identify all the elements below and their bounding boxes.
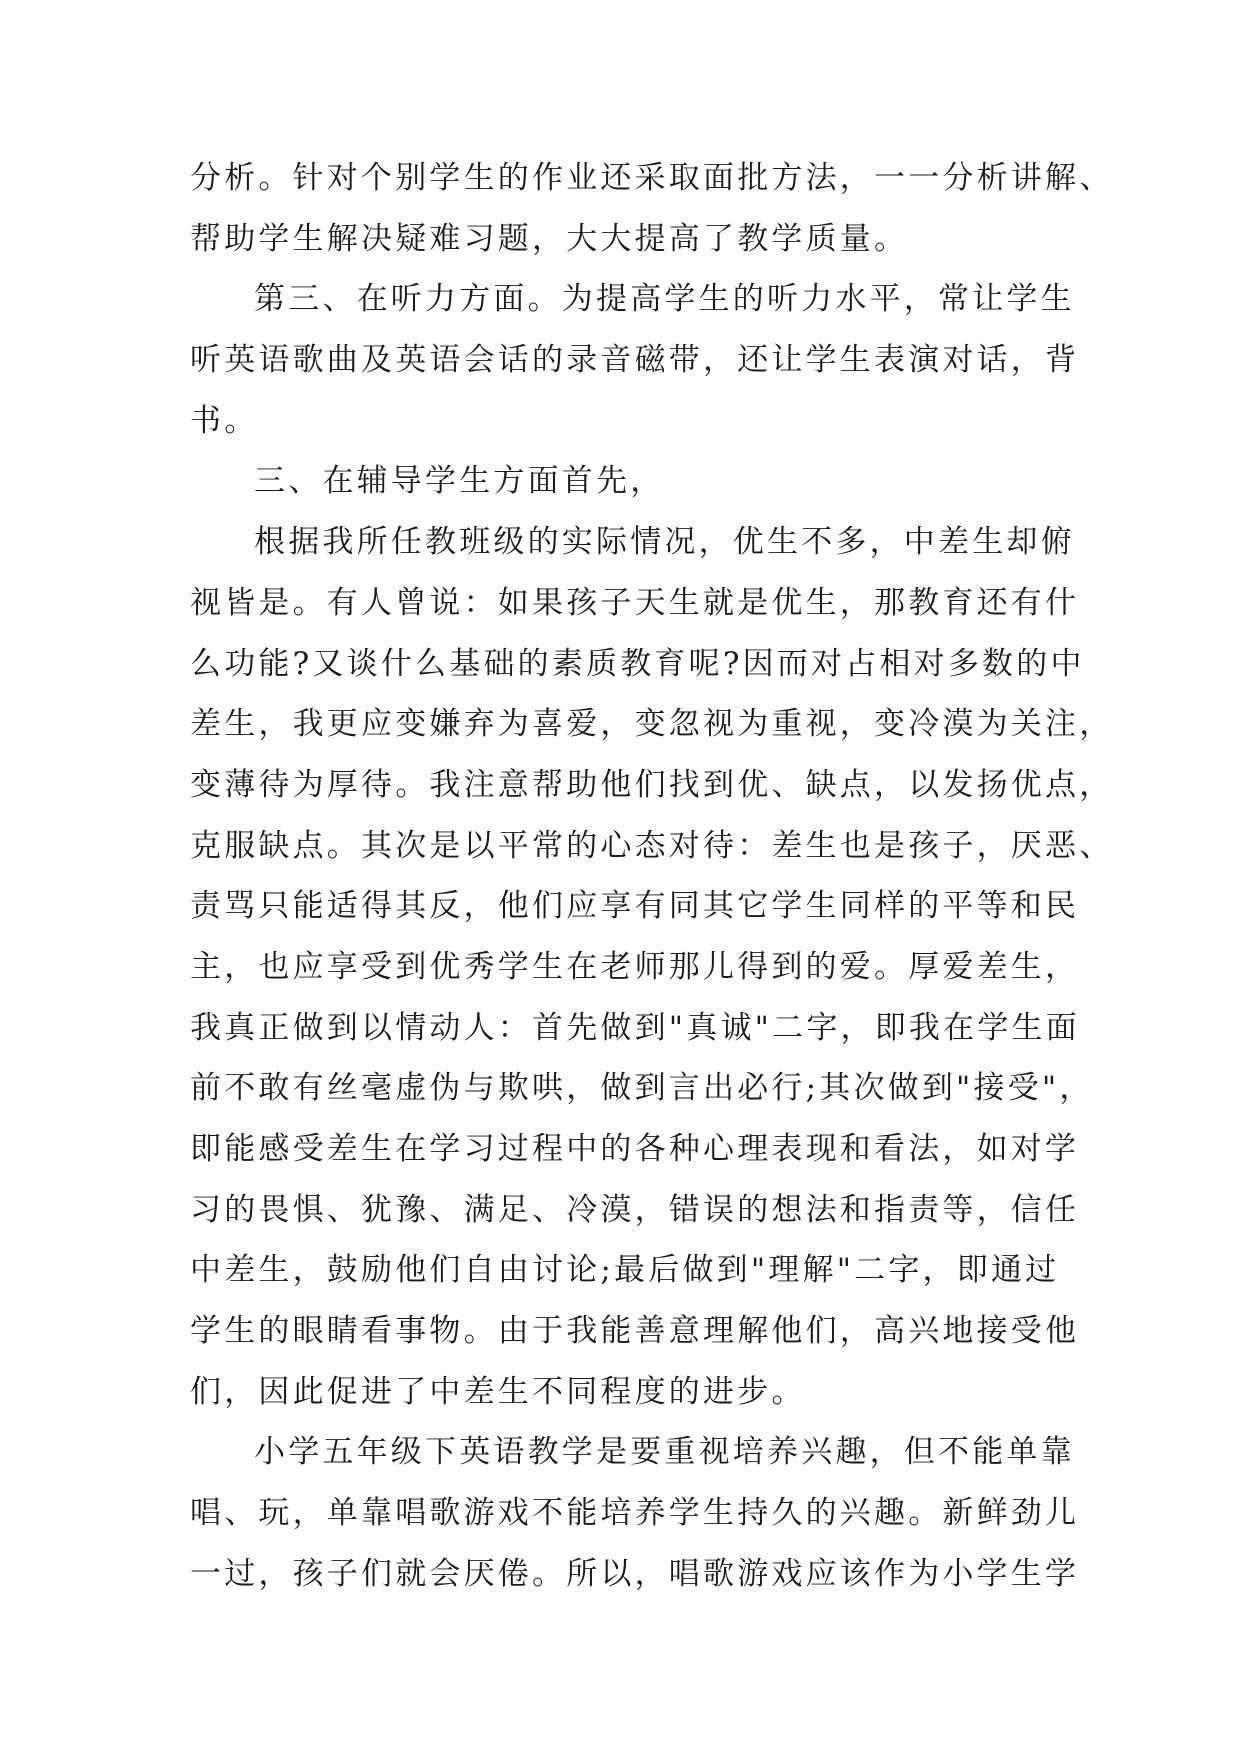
text-line: 小学五年级下英语教学是要重视培养兴趣，但不能单靠	[254, 1434, 1075, 1471]
text-line: 变薄待为厚待。我注意帮助他们找到优、缺点，以发扬优点，	[190, 766, 1114, 803]
text-line: 书。	[190, 402, 259, 439]
text-line: 么功能?又谈什么基础的素质教育呢?因而对占相对多数的中	[190, 645, 1085, 682]
text-line: 根据我所任教班级的实际情况，优生不多，中差生却俯	[254, 524, 1075, 561]
text-line: 唱、玩，单靠唱歌游戏不能培养学生持久的兴趣。新鲜劲儿	[190, 1495, 1080, 1532]
text-line: 前不敢有丝毫虚伪与欺哄，做到言出必行;其次做到"接受"，	[190, 1070, 1094, 1107]
body-text	[190, 148, 1114, 1605]
text-line: 第三、在听力方面。为提高学生的听力水平，常让学生	[254, 281, 1075, 318]
text-line: 差生，我更应变嫌弃为喜爱，变忽视为重视，变冷漠为关注，	[190, 706, 1114, 743]
text-line: 责骂只能适得其反，他们应享有同其它学生同样的平等和民	[190, 888, 1080, 925]
text-line: 克服缺点。其次是以平常的心态对待：差生也是孩子，厌恶、	[190, 827, 1114, 864]
text-line: 们，因此促进了中差生不同程度的进步。	[190, 1373, 806, 1410]
text-line: 主，也应享受到优秀学生在老师那儿得到的爱。厚爱差生，	[190, 948, 1080, 985]
text-line: 习的畏惧、犹豫、满足、冷漠，错误的想法和指责等，信任	[190, 1191, 1080, 1228]
text-line: 听英语歌曲及英语会话的录音磁带，还让学生表演对话，背	[190, 342, 1080, 379]
text-line: 帮助学生解决疑难习题，大大提高了教学质量。	[190, 220, 909, 257]
text-line: 我真正做到以情动人：首先做到"真诚"二字，即我在学生面	[190, 1009, 1080, 1046]
text-line: 分析。针对个别学生的作业还采取面批方法，一一分析讲解、	[190, 160, 1114, 196]
text-line: 中差生，鼓励他们自由讨论;最后做到"理解"二字，即通过	[190, 1252, 1060, 1289]
text-line: 视皆是。有人曾说：如果孩子天生就是优生，那教育还有什	[190, 584, 1080, 621]
text-line: 一过，孩子们就会厌倦。所以，唱歌游戏应该作为小学生学	[190, 1555, 1080, 1592]
section-heading: 三、在辅导学生方面首先，	[254, 463, 665, 500]
text-line: 即能感受差生在学习过程中的各种心理表现和看法，如对学	[190, 1131, 1080, 1167]
text-line: 学生的眼睛看事物。由于我能善意理解他们，高兴地接受他	[190, 1313, 1080, 1350]
